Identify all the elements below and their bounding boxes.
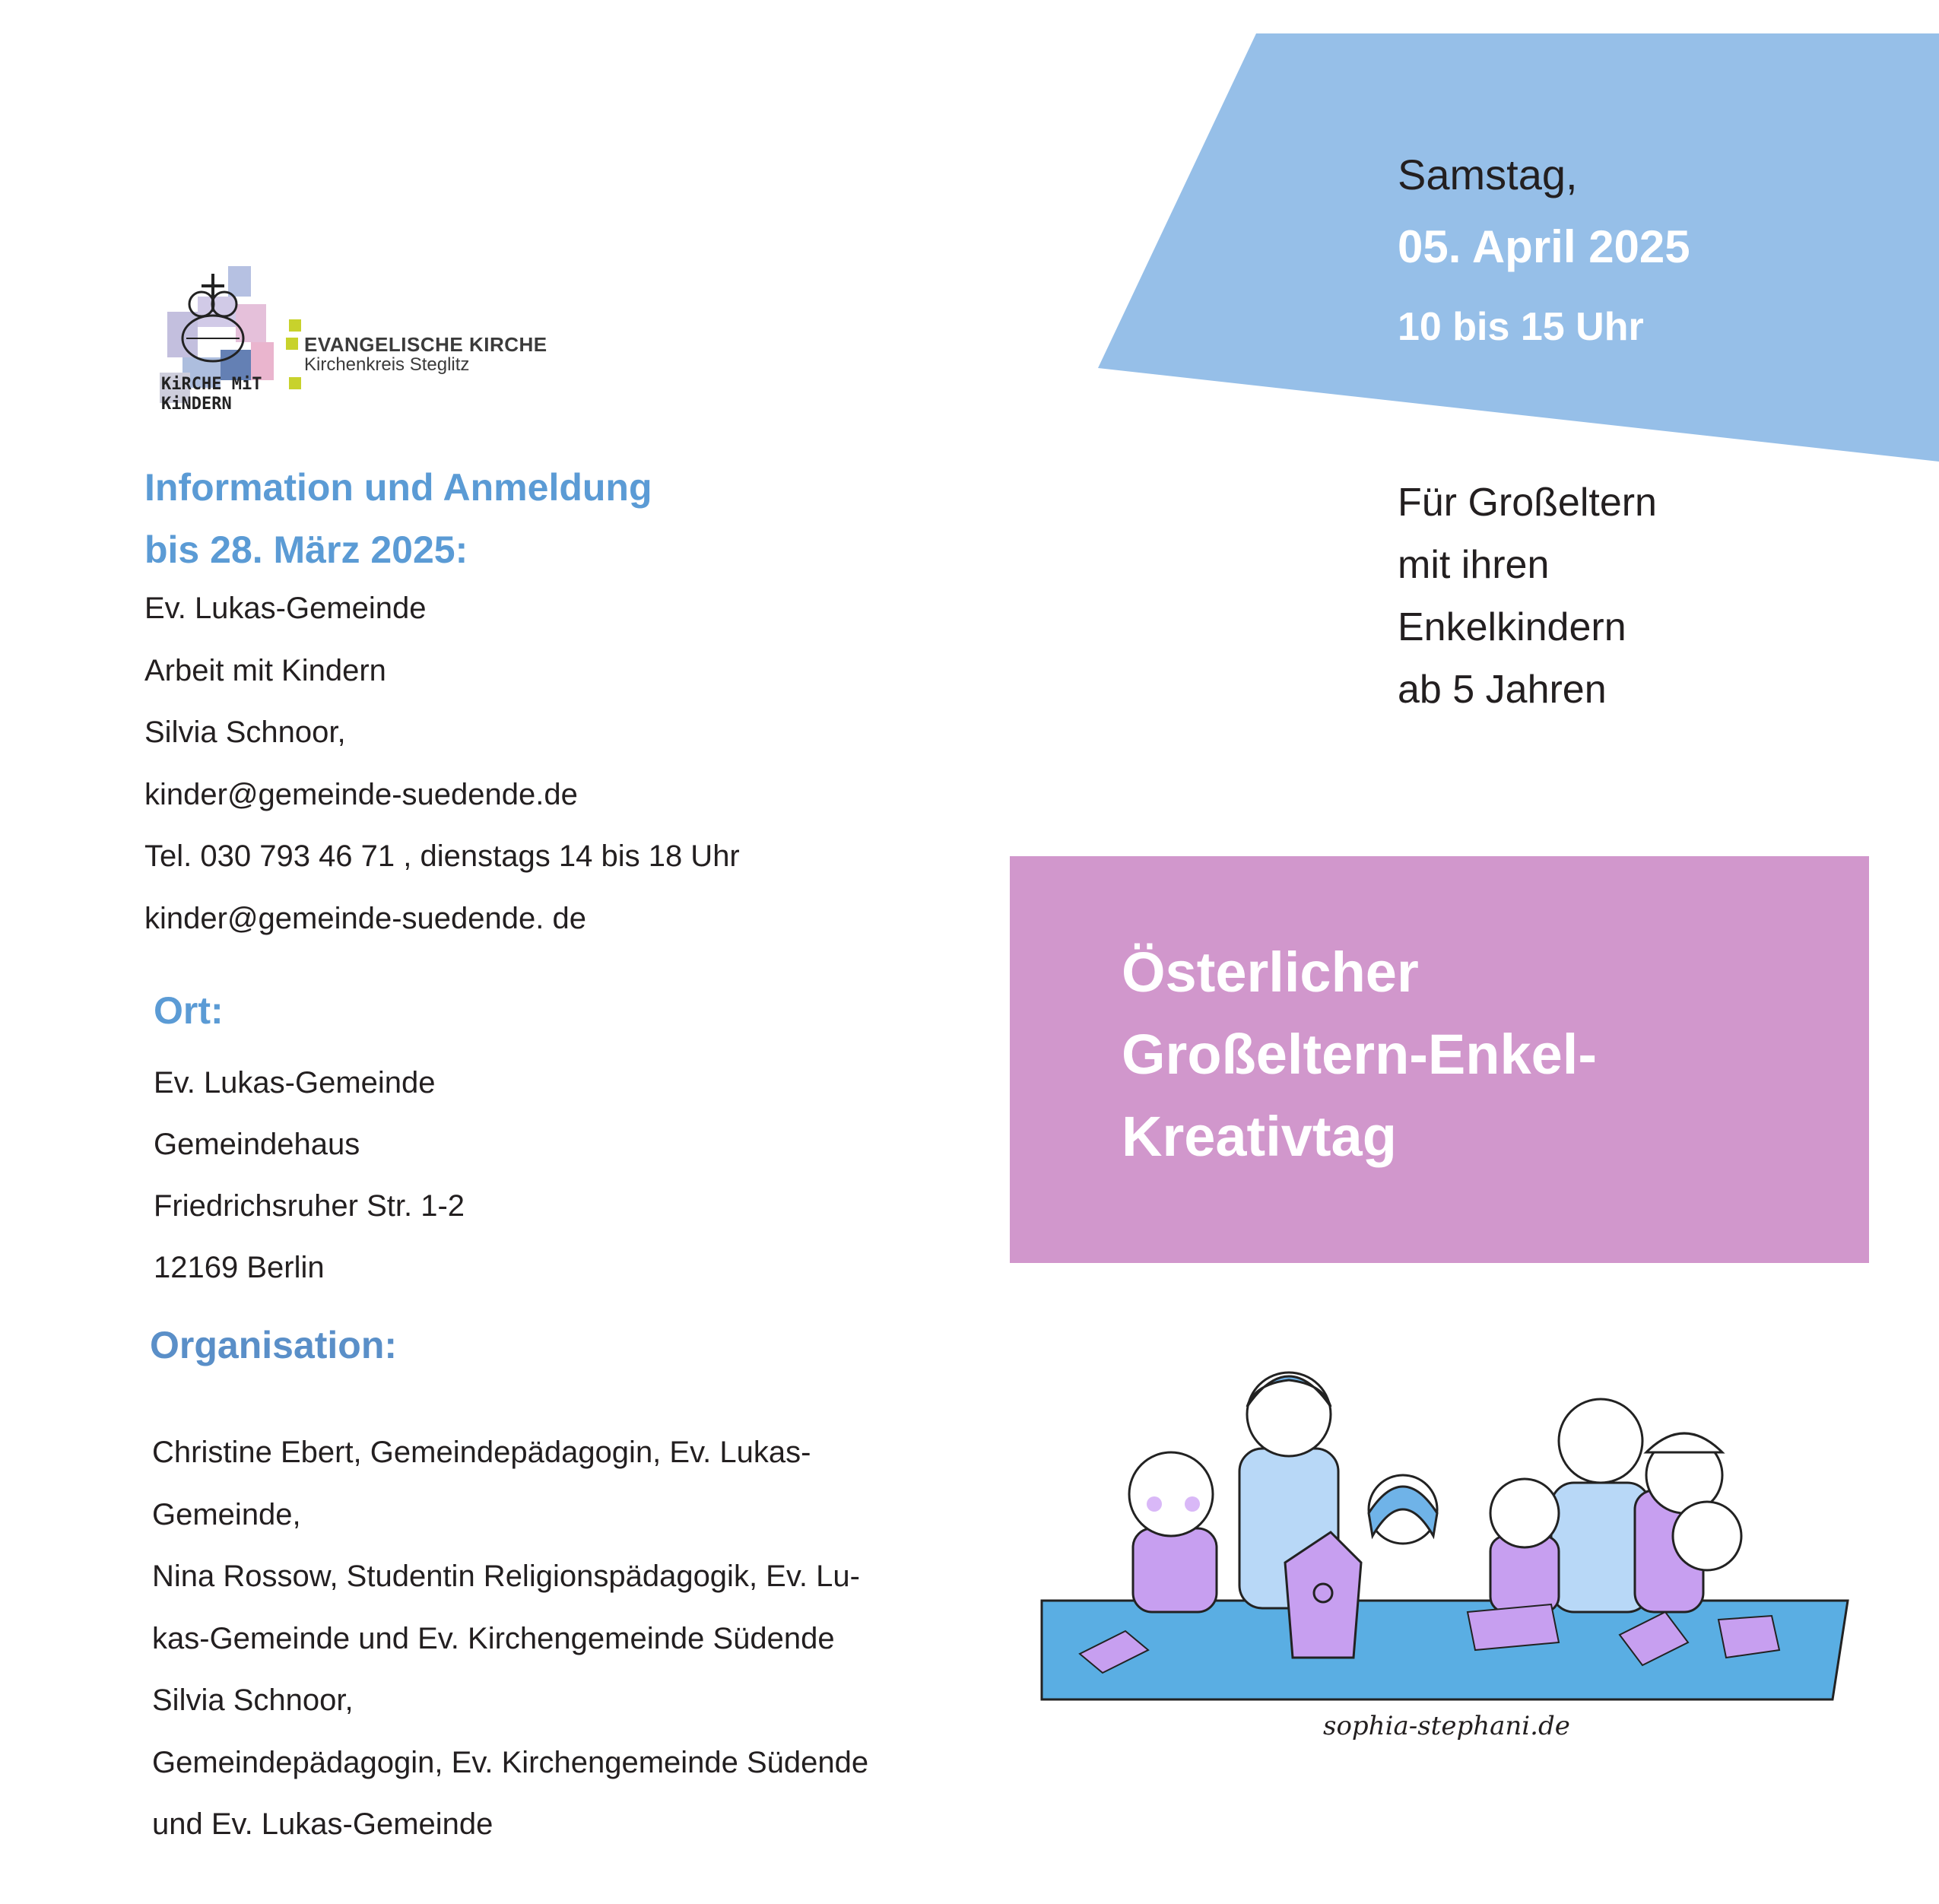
illustration-credit: sophia-stephani.de xyxy=(1323,1711,1570,1741)
ek-subtitle: Kirchenkreis Steglitz xyxy=(304,354,470,375)
contact-email: kinder@gemeinde-suedende.de xyxy=(144,777,578,811)
logo-square xyxy=(289,377,301,389)
organisation-line: Nina Rossow, Studentin Religionspädagogik, Ev. Lu- xyxy=(152,1560,860,1593)
event-day: Samstag, xyxy=(1398,151,1578,198)
event-title xyxy=(1122,931,1597,1178)
logo-text-line1: KiRCHE MiT xyxy=(161,375,262,394)
info-heading-line: Information und Anmeldung xyxy=(144,466,652,509)
audience-line: Für Großeltern xyxy=(1398,481,1657,525)
logo-square xyxy=(286,338,298,350)
family-crafting-illustration xyxy=(1019,1331,1871,1756)
organisation-line: Gemeindepädagogin, Ev. Kirchengemeinde Südende xyxy=(152,1745,869,1779)
audience-line: mit ihren xyxy=(1398,543,1550,587)
event-date: 05. April 2025 xyxy=(1398,221,1690,272)
organisation-line: Christine Ebert, Gemeindepädagogin, Ev. Lukas- xyxy=(152,1436,811,1469)
location-block xyxy=(154,1052,465,1299)
location-line: 12169 Berlin xyxy=(154,1251,325,1284)
logo-text-line2: KiNDERN xyxy=(161,395,232,414)
contact-phone: Tel. 030 793 46 71 , dienstags 14 bis 18 Uhr xyxy=(144,839,740,873)
info-heading-line: bis 28. März 2025: xyxy=(144,528,468,571)
contact-block xyxy=(144,578,740,950)
info-heading xyxy=(144,456,652,581)
location-line: Friedrichsruher Str. 1-2 xyxy=(154,1189,465,1223)
date-block xyxy=(1398,144,1690,365)
contact-line: Silvia Schnoor, xyxy=(144,716,346,749)
logo-square xyxy=(289,319,301,332)
organisation-line: Silvia Schnoor, xyxy=(152,1683,354,1717)
event-title-line: Österlicher xyxy=(1122,941,1419,1004)
location-line: Ev. Lukas-Gemeinde xyxy=(154,1066,436,1100)
organisation-line: und Ev. Lukas-Gemeinde xyxy=(152,1807,493,1841)
organisation-block xyxy=(152,1422,912,1856)
ek-title: EVANGELISCHE KIRCHE xyxy=(304,333,547,356)
event-title-line: Großeltern-Enkel- xyxy=(1122,1023,1597,1086)
audience-line: Enkelkindern xyxy=(1398,605,1626,649)
organisation-heading: Organisation: xyxy=(150,1324,398,1366)
event-title-line: Kreativtag xyxy=(1122,1105,1397,1168)
contact-line: Arbeit mit Kindern xyxy=(144,653,386,687)
audience-line: ab 5 Jahren xyxy=(1398,668,1607,712)
contact-line: Ev. Lukas-Gemeinde xyxy=(144,592,427,625)
location-line: Gemeindehaus xyxy=(154,1128,360,1161)
audience-text xyxy=(1398,471,1657,721)
contact-email: kinder@gemeinde-suedende. de xyxy=(144,901,586,935)
organisation-line: Gemeinde, xyxy=(152,1497,301,1531)
location-heading: Ort: xyxy=(154,989,224,1032)
organisation-line: kas-Gemeinde und Ev. Kirchengemeinde Südende xyxy=(152,1621,835,1655)
event-time: 10 bis 15 Uhr xyxy=(1398,305,1644,349)
